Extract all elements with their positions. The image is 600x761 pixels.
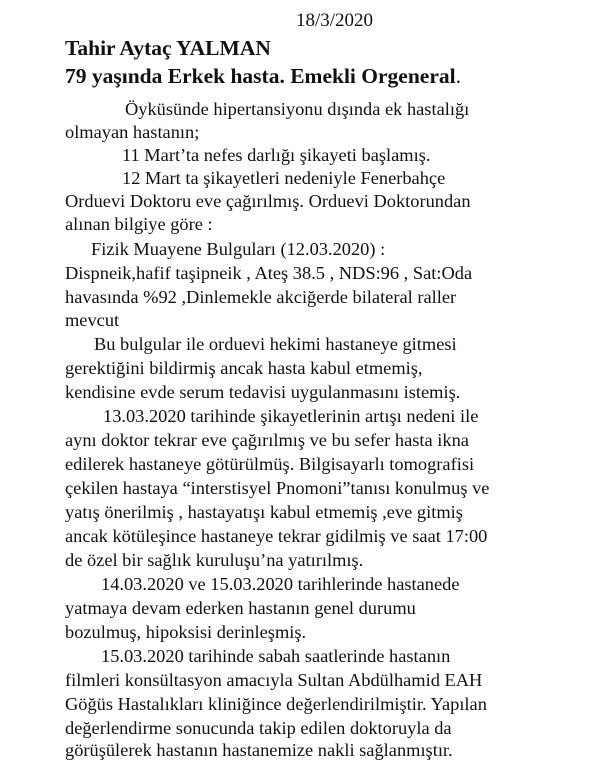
text-line: kendisine evde serum tedavisi uygulanmasını istemiş. bbox=[65, 382, 461, 402]
text-line: yatış önerilmiş , hastayatışı kabul etmemiş ,eve gitmiş bbox=[65, 502, 463, 522]
text-line: Orduevi Doktoru eve çağırılmış. Orduevi Doktorundan bbox=[65, 191, 471, 211]
text-line: aynı doktor tekrar eve çağırılmış ve bu sefer hasta ikna bbox=[65, 430, 469, 450]
text-line: filmleri konsültasyon amacıyla Sultan Abdülhamid EAH bbox=[65, 670, 483, 690]
text-line: mevcut bbox=[65, 310, 120, 330]
text-line: değerlendirme sonucunda takip edilen doktoruyla da bbox=[65, 718, 452, 738]
text-line: 14.03.2020 ve 15.03.2020 tarihlerinde hastanede bbox=[101, 574, 460, 594]
text-line: 11 Mart’ta nefes darlığı şikayeti başlamış. bbox=[122, 145, 431, 165]
text-line: Öyküsünde hipertansiyonu dışında ek hastalığı bbox=[125, 99, 470, 119]
text-line: edilerek hastaneye götürülmüş. Bilgisayarlı tomografisi bbox=[65, 454, 475, 474]
text-line: bozulmuş, hipoksisi derinleşmiş. bbox=[65, 622, 307, 642]
patient-name: Tahir Aytaç YALMAN bbox=[65, 36, 271, 60]
text-line: gerektiğini bildirmiş ancak hasta kabul etmemiş, bbox=[65, 358, 423, 378]
text-line: Dispneik,hafif taşipneik , Ateş 38.5 , NDS:96 , Sat:Oda bbox=[65, 263, 473, 283]
text-line: çekilen hastaya “interstisyel Pnomoni”tanısı konulmuş ve bbox=[65, 478, 490, 498]
text-line: ancak kötüleşince hastaneye tekrar gidilmiş ve saat 17:00 bbox=[65, 526, 488, 546]
text-line: alınan bilgiye göre : bbox=[65, 214, 213, 234]
text-line: 15.03.2020 tarihinde sabah saatlerinde hastanın bbox=[101, 646, 451, 666]
patient-summary-period: . bbox=[455, 64, 461, 88]
patient-summary-text: 79 yaşında Erkek hasta. Emekli Orgeneral bbox=[65, 64, 456, 88]
report-date: 18/3/2020 bbox=[296, 10, 374, 31]
text-line: 13.03.2020 tarihinde şikayetlerinin artışı nedeni ile bbox=[103, 406, 479, 426]
text-line: Fizik Muayene Bulguları (12.03.2020) : bbox=[91, 239, 386, 259]
text-line: havasında %92 ,Dinlemekle akciğerde bilateral raller bbox=[65, 287, 457, 307]
text-line: yatmaya devam ederken hastanın genel durumu bbox=[65, 598, 416, 618]
text-line: görüşülerek hastanın hastanemize nakli sağlanmıştır. bbox=[65, 740, 453, 760]
patient-summary bbox=[65, 63, 461, 89]
text-line: olmayan hastanın; bbox=[65, 122, 200, 142]
text-line: Göğüs Hastalıkları kliniğince değerlendirilmiştir. Yapılan bbox=[65, 694, 487, 714]
text-line: 12 Mart ta şikayetleri nedeniyle Fenerbahçe bbox=[122, 168, 446, 188]
text-line: de özel bir sağlık kuruluşu’na yatırılmış. bbox=[65, 550, 364, 570]
text-line: Bu bulgular ile orduevi hekimi hastaneye gitmesi bbox=[94, 334, 457, 354]
